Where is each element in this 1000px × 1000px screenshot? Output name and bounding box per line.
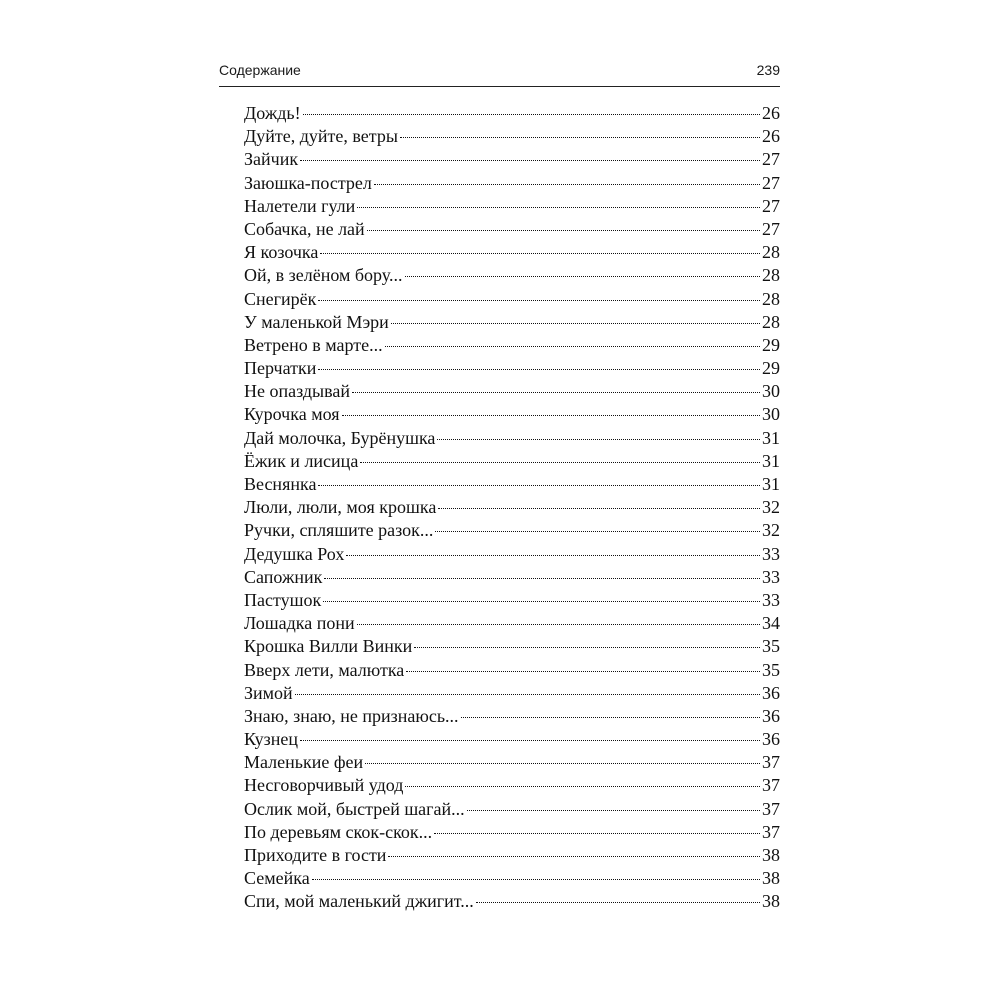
toc-entry-page: 35 bbox=[762, 659, 780, 680]
dot-leader bbox=[318, 485, 760, 486]
dot-leader bbox=[300, 740, 760, 741]
toc-entry-title: Я козочка bbox=[244, 242, 319, 263]
toc-entry-title: Заюшка-пострел bbox=[244, 172, 372, 193]
toc-entry-page: 37 bbox=[762, 821, 780, 842]
toc-entry-page: 38 bbox=[762, 868, 780, 889]
toc-entry-page: 37 bbox=[762, 752, 780, 773]
toc-entry-title: Сапожник bbox=[244, 566, 323, 587]
toc-entry bbox=[244, 519, 780, 542]
toc-entry-title: Курочка моя bbox=[244, 404, 340, 425]
dot-leader bbox=[324, 578, 760, 579]
toc-entry-title: Зайчик bbox=[244, 149, 299, 170]
toc-entry bbox=[244, 751, 780, 774]
dot-leader bbox=[352, 392, 760, 393]
dot-leader bbox=[346, 555, 760, 556]
toc-entry-page: 28 bbox=[762, 265, 780, 286]
toc-entry bbox=[244, 357, 780, 380]
dot-leader bbox=[391, 323, 760, 324]
dot-leader bbox=[374, 184, 760, 185]
dot-leader bbox=[385, 346, 760, 347]
toc-entry-title: Крошка Вилли Винки bbox=[244, 636, 413, 657]
toc-entry-title: Семейка bbox=[244, 868, 310, 889]
dot-leader bbox=[414, 647, 760, 648]
toc-entry-page: 27 bbox=[762, 149, 780, 170]
toc-entry bbox=[244, 867, 780, 890]
toc-entry-title: Кузнец bbox=[244, 729, 299, 750]
dot-leader bbox=[367, 230, 760, 231]
toc-entry-page: 28 bbox=[762, 311, 780, 332]
toc-entry-page: 34 bbox=[762, 613, 780, 634]
toc-entry bbox=[244, 195, 780, 218]
toc-entry-title: Снегирёк bbox=[244, 288, 317, 309]
toc-entry-title: Ой, в зелёном бору... bbox=[244, 265, 403, 286]
toc-entry bbox=[244, 334, 780, 357]
toc-entry bbox=[244, 148, 780, 171]
toc-entry bbox=[244, 543, 780, 566]
toc-entry-page: 31 bbox=[762, 427, 780, 448]
dot-leader bbox=[461, 717, 760, 718]
toc-entry-title: Пастушок bbox=[244, 589, 322, 610]
toc-entry-title: Спи, мой маленький джигит... bbox=[244, 891, 474, 912]
dot-leader bbox=[405, 276, 760, 277]
toc-entry-page: 36 bbox=[762, 682, 780, 703]
toc-entry bbox=[244, 566, 780, 589]
toc-entry-page: 36 bbox=[762, 729, 780, 750]
dot-leader bbox=[323, 601, 760, 602]
toc-entry-title: Дай молочка, Бурёнушка bbox=[244, 427, 436, 448]
dot-leader bbox=[360, 462, 760, 463]
dot-leader bbox=[405, 786, 760, 787]
toc-entry-title: Ослик мой, быстрей шагай... bbox=[244, 798, 465, 819]
dot-leader bbox=[434, 833, 760, 834]
toc-entry bbox=[244, 102, 780, 125]
toc-entry bbox=[244, 635, 780, 658]
toc-entry-page: 32 bbox=[762, 520, 780, 541]
dot-leader bbox=[300, 160, 760, 161]
toc-entry bbox=[244, 288, 780, 311]
toc-entry-title: Знаю, знаю, не признаюсь... bbox=[244, 705, 459, 726]
dot-leader bbox=[406, 671, 760, 672]
toc-entry-title: Собачка, не лай bbox=[244, 218, 365, 239]
toc-entry-page: 27 bbox=[762, 195, 780, 216]
toc-entry-page: 38 bbox=[762, 891, 780, 912]
toc-entry-page: 31 bbox=[762, 474, 780, 494]
toc-entry bbox=[244, 403, 780, 426]
dot-leader bbox=[357, 207, 760, 208]
dot-leader bbox=[467, 810, 760, 811]
dot-leader bbox=[303, 114, 760, 115]
toc-entry bbox=[244, 241, 780, 264]
toc-entry-title: Лошадка пони bbox=[244, 613, 355, 634]
toc-entry bbox=[244, 705, 780, 728]
toc-entry bbox=[244, 496, 780, 519]
toc-entry-page: 36 bbox=[762, 705, 780, 726]
toc-entry-title: Перчатки bbox=[244, 358, 317, 379]
toc-entry bbox=[244, 589, 780, 612]
toc-entry bbox=[244, 774, 780, 797]
toc-entry-page: 33 bbox=[762, 566, 780, 587]
toc-entry-page: 26 bbox=[762, 103, 780, 123]
toc-entry-title: Веснянка bbox=[244, 474, 317, 494]
dot-leader bbox=[435, 531, 760, 532]
dot-leader bbox=[400, 137, 760, 138]
toc-entry-title: Дедушка Рох bbox=[244, 543, 345, 564]
toc-entry-page: 29 bbox=[762, 358, 780, 379]
toc-entry-title: Ветрено в марте... bbox=[244, 334, 383, 355]
toc-entry-page: 31 bbox=[762, 450, 780, 471]
page-number: 239 bbox=[756, 62, 780, 78]
toc-entry-title: Люли, люли, моя крошка bbox=[244, 497, 437, 518]
dot-leader bbox=[318, 300, 760, 301]
toc-entry bbox=[244, 311, 780, 334]
toc-entry bbox=[244, 798, 780, 821]
dot-leader bbox=[437, 439, 760, 440]
toc-entry bbox=[244, 659, 780, 682]
dot-leader bbox=[357, 624, 760, 625]
toc-entry bbox=[244, 264, 780, 287]
toc-entry-title: У маленькой Мэри bbox=[244, 311, 389, 332]
dot-leader bbox=[312, 879, 760, 880]
toc-entry-title: По деревьям скок-скок... bbox=[244, 821, 433, 842]
toc-entry-title: Приходите в гости bbox=[244, 845, 387, 865]
toc-entry-title: Ёжик и лисица bbox=[244, 450, 359, 471]
toc-entry-page: 35 bbox=[762, 636, 780, 657]
running-head bbox=[219, 62, 780, 84]
dot-leader bbox=[318, 369, 760, 370]
toc-entry bbox=[244, 450, 780, 473]
toc-entry-page: 33 bbox=[762, 543, 780, 564]
header-rule bbox=[219, 86, 780, 87]
toc-entry-page: 27 bbox=[762, 172, 780, 193]
table-of-contents bbox=[244, 102, 780, 914]
toc-entry bbox=[244, 612, 780, 635]
toc-entry-title: Дуйте, дуйте, ветры bbox=[244, 126, 398, 147]
toc-entry-title: Не опаздывай bbox=[244, 381, 351, 402]
section-title: Содержание bbox=[219, 62, 301, 78]
dot-leader bbox=[438, 508, 760, 509]
dot-leader bbox=[365, 763, 760, 764]
toc-entry-page: 26 bbox=[762, 126, 780, 147]
toc-entry-page: 28 bbox=[762, 288, 780, 309]
toc-entry bbox=[244, 172, 780, 195]
toc-entry-title: Вверх лети, малютка bbox=[244, 659, 405, 680]
toc-entry-title: Дождь! bbox=[244, 103, 301, 123]
toc-entry bbox=[244, 473, 780, 496]
toc-entry bbox=[244, 380, 780, 403]
toc-entry-page: 29 bbox=[762, 334, 780, 355]
toc-entry-page: 27 bbox=[762, 218, 780, 239]
toc-entry bbox=[244, 844, 780, 867]
toc-entry bbox=[244, 125, 780, 148]
toc-entry bbox=[244, 218, 780, 241]
toc-entry-title: Несговорчивый удод bbox=[244, 775, 404, 796]
dot-leader bbox=[388, 856, 760, 857]
toc-entry-title: Налетели гули bbox=[244, 195, 356, 216]
toc-entry bbox=[244, 821, 780, 844]
toc-entry bbox=[244, 728, 780, 751]
toc-entry-page: 32 bbox=[762, 497, 780, 518]
toc-entry bbox=[244, 427, 780, 450]
toc-entry-page: 38 bbox=[762, 845, 780, 865]
toc-entry-title: Зимой bbox=[244, 682, 293, 703]
toc-entry-page: 30 bbox=[762, 404, 780, 425]
dot-leader bbox=[295, 694, 760, 695]
toc-entry-page: 37 bbox=[762, 798, 780, 819]
toc-entry-title: Ручки, спляшите разок... bbox=[244, 520, 434, 541]
dot-leader bbox=[320, 253, 760, 254]
toc-entry bbox=[244, 682, 780, 705]
toc-entry-page: 30 bbox=[762, 381, 780, 402]
toc-entry bbox=[244, 890, 780, 913]
dot-leader bbox=[342, 415, 760, 416]
toc-entry-page: 33 bbox=[762, 589, 780, 610]
dot-leader bbox=[476, 902, 760, 903]
toc-entry-page: 37 bbox=[762, 775, 780, 796]
toc-entry-title: Маленькие феи bbox=[244, 752, 364, 773]
toc-entry-page: 28 bbox=[762, 242, 780, 263]
